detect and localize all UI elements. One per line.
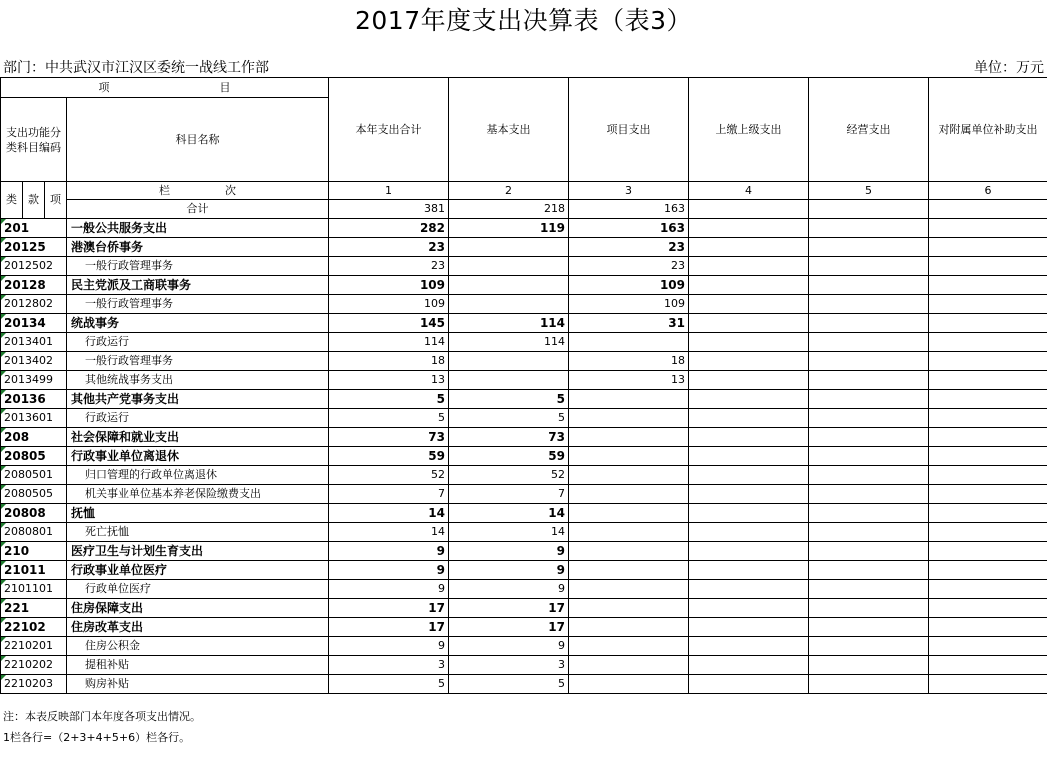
row-code: 2012802 xyxy=(1,295,67,314)
row-total: 18 xyxy=(329,352,449,371)
total-row xyxy=(1,200,1047,219)
row-name: 民主党派及工商联事务 xyxy=(67,276,329,295)
row-total: 9 xyxy=(329,561,449,580)
row-upper xyxy=(689,542,809,561)
row-business xyxy=(809,428,929,447)
row-name: 购房补贴 xyxy=(67,675,329,694)
row-total: 145 xyxy=(329,314,449,333)
row-code: 20134 xyxy=(1,314,67,333)
header-item: 项 目 xyxy=(1,78,329,98)
total-label: 合计 xyxy=(67,200,329,219)
header-col-upper: 上缴上级支出 xyxy=(689,78,809,182)
row-upper xyxy=(689,257,809,276)
row-upper xyxy=(689,371,809,390)
row-basic xyxy=(449,238,569,257)
row-code: 2101101 xyxy=(1,580,67,599)
row-subsidy xyxy=(929,238,1047,257)
row-project xyxy=(569,637,689,656)
row-code: 21011 xyxy=(1,561,67,580)
row-upper xyxy=(689,466,809,485)
row-code: 22102 xyxy=(1,618,67,637)
total-subsidy xyxy=(929,200,1047,219)
row-name: 医疗卫生与计划生育支出 xyxy=(67,542,329,561)
row-project xyxy=(569,447,689,466)
row-business xyxy=(809,561,929,580)
row-project xyxy=(569,333,689,352)
row-upper xyxy=(689,352,809,371)
row-business xyxy=(809,580,929,599)
table-row xyxy=(1,238,1047,257)
header-lanci: 栏 次 xyxy=(67,182,329,200)
row-basic: 3 xyxy=(449,656,569,675)
row-subsidy xyxy=(929,656,1047,675)
table-row xyxy=(1,295,1047,314)
row-name: 死亡抚恤 xyxy=(67,523,329,542)
table-row xyxy=(1,561,1047,580)
row-total: 17 xyxy=(329,618,449,637)
table-row xyxy=(1,314,1047,333)
row-business xyxy=(809,219,929,238)
row-project: 13 xyxy=(569,371,689,390)
row-code: 20128 xyxy=(1,276,67,295)
row-name: 住房改革支出 xyxy=(67,618,329,637)
row-upper xyxy=(689,637,809,656)
total-business xyxy=(809,200,929,219)
table-row xyxy=(1,371,1047,390)
row-total: 114 xyxy=(329,333,449,352)
table-row xyxy=(1,542,1047,561)
row-upper xyxy=(689,219,809,238)
table-row xyxy=(1,219,1047,238)
row-total: 73 xyxy=(329,428,449,447)
row-code: 2210203 xyxy=(1,675,67,694)
row-basic xyxy=(449,371,569,390)
row-name: 行政单位医疗 xyxy=(67,580,329,599)
row-name: 统战事务 xyxy=(67,314,329,333)
row-upper xyxy=(689,447,809,466)
row-business xyxy=(809,409,929,428)
row-total: 109 xyxy=(329,276,449,295)
row-project xyxy=(569,428,689,447)
row-business xyxy=(809,371,929,390)
row-project xyxy=(569,580,689,599)
row-project: 109 xyxy=(569,295,689,314)
row-subsidy xyxy=(929,409,1047,428)
row-project xyxy=(569,504,689,523)
table-row xyxy=(1,523,1047,542)
row-business xyxy=(809,314,929,333)
row-upper xyxy=(689,656,809,675)
row-code: 210 xyxy=(1,542,67,561)
row-name: 其他统战事务支出 xyxy=(67,371,329,390)
table-row xyxy=(1,599,1047,618)
table-row xyxy=(1,637,1047,656)
row-subsidy xyxy=(929,428,1047,447)
total-project: 163 xyxy=(569,200,689,219)
header-col-subsidy: 对附属单位补助支出 xyxy=(929,78,1047,182)
header-num-3: 3 xyxy=(569,182,689,200)
row-business xyxy=(809,485,929,504)
header-num-2: 2 xyxy=(449,182,569,200)
header-col-basic: 基本支出 xyxy=(449,78,569,182)
row-name: 一般行政管理事务 xyxy=(67,352,329,371)
row-basic: 114 xyxy=(449,333,569,352)
table-row xyxy=(1,257,1047,276)
row-code: 2013499 xyxy=(1,371,67,390)
row-project xyxy=(569,409,689,428)
header-num-4: 4 xyxy=(689,182,809,200)
row-code: 208 xyxy=(1,428,67,447)
row-subsidy xyxy=(929,352,1047,371)
row-name: 住房公积金 xyxy=(67,637,329,656)
table-row xyxy=(1,409,1047,428)
row-basic: 14 xyxy=(449,504,569,523)
row-code: 2210202 xyxy=(1,656,67,675)
row-upper xyxy=(689,409,809,428)
header-name: 科目名称 xyxy=(67,98,329,182)
row-subsidy xyxy=(929,295,1047,314)
row-business xyxy=(809,238,929,257)
department-label: 部门：中共武汉市江汉区委统一战线工作部 xyxy=(3,60,269,76)
row-business xyxy=(809,618,929,637)
row-basic: 14 xyxy=(449,523,569,542)
row-name: 其他共产党事务支出 xyxy=(67,390,329,409)
row-upper xyxy=(689,504,809,523)
row-project xyxy=(569,542,689,561)
row-upper xyxy=(689,580,809,599)
row-basic: 5 xyxy=(449,390,569,409)
total-upper xyxy=(689,200,809,219)
table-row xyxy=(1,504,1047,523)
row-basic: 114 xyxy=(449,314,569,333)
expenditure-table xyxy=(0,77,1047,694)
row-total: 59 xyxy=(329,447,449,466)
row-total: 7 xyxy=(329,485,449,504)
row-name: 一般行政管理事务 xyxy=(67,295,329,314)
row-code: 20805 xyxy=(1,447,67,466)
row-project: 109 xyxy=(569,276,689,295)
table-row xyxy=(1,618,1047,637)
row-basic: 9 xyxy=(449,542,569,561)
row-subsidy xyxy=(929,390,1047,409)
row-name: 行政运行 xyxy=(67,409,329,428)
row-code: 2080505 xyxy=(1,485,67,504)
header-col-project: 项目支出 xyxy=(569,78,689,182)
row-total: 17 xyxy=(329,599,449,618)
row-subsidy xyxy=(929,447,1047,466)
row-project xyxy=(569,618,689,637)
row-business xyxy=(809,333,929,352)
row-name: 住房保障支出 xyxy=(67,599,329,618)
row-total: 13 xyxy=(329,371,449,390)
row-total: 109 xyxy=(329,295,449,314)
row-name: 行政事业单位离退休 xyxy=(67,447,329,466)
header-xiang: 项 xyxy=(45,182,67,219)
row-subsidy xyxy=(929,276,1047,295)
row-total: 5 xyxy=(329,409,449,428)
row-upper xyxy=(689,675,809,694)
row-total: 5 xyxy=(329,390,449,409)
row-business xyxy=(809,276,929,295)
row-project xyxy=(569,561,689,580)
row-subsidy xyxy=(929,257,1047,276)
row-project: 23 xyxy=(569,257,689,276)
header-col-total: 本年支出合计 xyxy=(329,78,449,182)
row-basic: 9 xyxy=(449,580,569,599)
row-name: 行政运行 xyxy=(67,333,329,352)
row-subsidy xyxy=(929,580,1047,599)
row-subsidy xyxy=(929,542,1047,561)
note-line-1: 注：本表反映部门本年度各项支出情况。 xyxy=(3,710,201,723)
table-row xyxy=(1,276,1047,295)
row-name: 抚恤 xyxy=(67,504,329,523)
row-business xyxy=(809,523,929,542)
row-business xyxy=(809,504,929,523)
row-upper xyxy=(689,295,809,314)
table-row xyxy=(1,656,1047,675)
row-code: 2210201 xyxy=(1,637,67,656)
row-subsidy xyxy=(929,333,1047,352)
row-project xyxy=(569,523,689,542)
row-name: 行政事业单位医疗 xyxy=(67,561,329,580)
row-upper xyxy=(689,523,809,542)
row-business xyxy=(809,466,929,485)
row-total: 282 xyxy=(329,219,449,238)
row-business xyxy=(809,542,929,561)
row-business xyxy=(809,637,929,656)
row-code: 201 xyxy=(1,219,67,238)
row-name: 港澳台侨事务 xyxy=(67,238,329,257)
row-total: 9 xyxy=(329,580,449,599)
row-name: 提租补贴 xyxy=(67,656,329,675)
row-business xyxy=(809,656,929,675)
row-upper xyxy=(689,314,809,333)
row-basic xyxy=(449,257,569,276)
row-subsidy xyxy=(929,466,1047,485)
row-upper xyxy=(689,599,809,618)
row-basic: 17 xyxy=(449,599,569,618)
row-code: 2013402 xyxy=(1,352,67,371)
row-basic: 7 xyxy=(449,485,569,504)
row-project: 23 xyxy=(569,238,689,257)
row-code: 20136 xyxy=(1,390,67,409)
row-business xyxy=(809,675,929,694)
row-business xyxy=(809,599,929,618)
row-total: 5 xyxy=(329,675,449,694)
table-row xyxy=(1,675,1047,694)
row-basic: 17 xyxy=(449,618,569,637)
row-code: 2080801 xyxy=(1,523,67,542)
row-subsidy xyxy=(929,523,1047,542)
table-row xyxy=(1,352,1047,371)
row-project xyxy=(569,675,689,694)
header-kuan: 款 xyxy=(23,182,45,219)
row-subsidy xyxy=(929,219,1047,238)
header-col-business: 经营支出 xyxy=(809,78,929,182)
table-row xyxy=(1,447,1047,466)
row-total: 9 xyxy=(329,542,449,561)
row-basic: 73 xyxy=(449,428,569,447)
row-upper xyxy=(689,618,809,637)
row-total: 9 xyxy=(329,637,449,656)
row-total: 52 xyxy=(329,466,449,485)
page-title: 2017年度支出决算表（表3） xyxy=(354,6,693,35)
row-project: 163 xyxy=(569,219,689,238)
row-business xyxy=(809,295,929,314)
note-line-2: 1栏各行=（2+3+4+5+6）栏各行。 xyxy=(3,731,191,744)
row-project: 31 xyxy=(569,314,689,333)
total-basic: 218 xyxy=(449,200,569,219)
row-code: 221 xyxy=(1,599,67,618)
table-row xyxy=(1,485,1047,504)
table-row xyxy=(1,580,1047,599)
row-upper xyxy=(689,333,809,352)
row-basic: 5 xyxy=(449,675,569,694)
total-sum: 381 xyxy=(329,200,449,219)
table-row xyxy=(1,390,1047,409)
expenditure-table-container xyxy=(0,77,1047,694)
row-upper xyxy=(689,561,809,580)
row-basic xyxy=(449,276,569,295)
row-code: 2013401 xyxy=(1,333,67,352)
row-upper xyxy=(689,390,809,409)
header-num-6: 6 xyxy=(929,182,1047,200)
row-total: 3 xyxy=(329,656,449,675)
row-upper xyxy=(689,428,809,447)
row-project xyxy=(569,485,689,504)
row-project xyxy=(569,599,689,618)
unit-label: 单位：万元 xyxy=(974,60,1044,76)
row-code: 2080501 xyxy=(1,466,67,485)
row-code: 2012502 xyxy=(1,257,67,276)
header-num-1: 1 xyxy=(329,182,449,200)
row-basic: 9 xyxy=(449,561,569,580)
row-project xyxy=(569,656,689,675)
row-name: 归口管理的行政单位离退休 xyxy=(67,466,329,485)
table-row xyxy=(1,466,1047,485)
header-lei: 类 xyxy=(1,182,23,219)
row-project xyxy=(569,466,689,485)
row-code: 2013601 xyxy=(1,409,67,428)
header-num-5: 5 xyxy=(809,182,929,200)
row-name: 机关事业单位基本养老保险缴费支出 xyxy=(67,485,329,504)
row-upper xyxy=(689,276,809,295)
table-row xyxy=(1,333,1047,352)
row-subsidy xyxy=(929,637,1047,656)
row-subsidy xyxy=(929,371,1047,390)
row-project xyxy=(569,390,689,409)
row-upper xyxy=(689,238,809,257)
row-upper xyxy=(689,485,809,504)
row-business xyxy=(809,447,929,466)
row-total: 23 xyxy=(329,257,449,276)
table-row xyxy=(1,428,1047,447)
row-business xyxy=(809,390,929,409)
notes xyxy=(3,706,201,748)
row-subsidy xyxy=(929,314,1047,333)
row-code: 20808 xyxy=(1,504,67,523)
row-basic xyxy=(449,352,569,371)
header-code: 支出功能分类科目编码 xyxy=(1,98,67,182)
row-subsidy xyxy=(929,675,1047,694)
row-total: 23 xyxy=(329,238,449,257)
row-basic: 5 xyxy=(449,409,569,428)
row-business xyxy=(809,352,929,371)
row-total: 14 xyxy=(329,504,449,523)
row-basic: 59 xyxy=(449,447,569,466)
row-name: 一般行政管理事务 xyxy=(67,257,329,276)
row-name: 社会保障和就业支出 xyxy=(67,428,329,447)
row-subsidy xyxy=(929,599,1047,618)
row-basic xyxy=(449,295,569,314)
row-subsidy xyxy=(929,618,1047,637)
row-subsidy xyxy=(929,485,1047,504)
row-basic: 119 xyxy=(449,219,569,238)
row-project: 18 xyxy=(569,352,689,371)
row-business xyxy=(809,257,929,276)
row-subsidy xyxy=(929,561,1047,580)
row-total: 14 xyxy=(329,523,449,542)
row-code: 20125 xyxy=(1,238,67,257)
row-subsidy xyxy=(929,504,1047,523)
row-basic: 52 xyxy=(449,466,569,485)
row-basic: 9 xyxy=(449,637,569,656)
row-name: 一般公共服务支出 xyxy=(67,219,329,238)
